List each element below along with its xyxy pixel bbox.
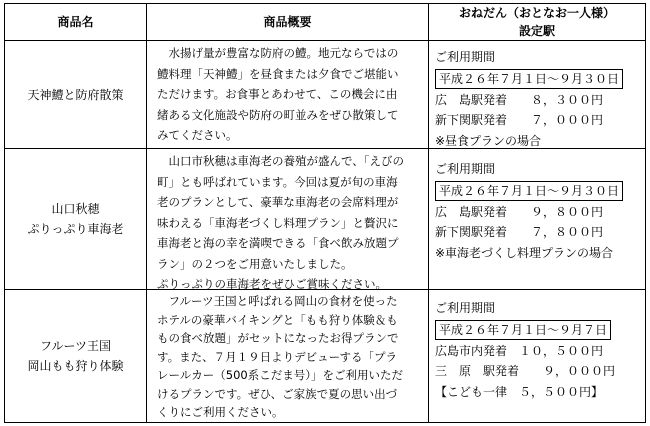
summary-line: ホテルの豪華バイキングと「もも狩り体験＆も <box>157 312 398 327</box>
price-info <box>429 41 645 148</box>
summary-line: ただけます。お食事とあわせて、この機会に由 <box>157 87 398 101</box>
price-line: 新下関駅発着 ７，０００円 <box>435 113 604 127</box>
period-value: 平成２６年７月１日～９月３０日 <box>435 69 623 89</box>
product-name-line: フルーツ王国 <box>39 339 112 353</box>
header-product-name <box>5 4 147 40</box>
summary-line: 山口市秋穂は車海老の養殖が盛んで、「えびの <box>157 154 405 168</box>
table-row <box>5 149 645 290</box>
product-name <box>5 290 147 422</box>
price-line: 三 原 駅発着 ９，０００円 <box>435 364 616 378</box>
product-name <box>5 41 147 148</box>
price-info <box>429 290 645 422</box>
summary-line: 水揚げ量が豊富な防府の鱧。地元ならではの <box>157 46 399 60</box>
header-product-summary <box>147 4 429 40</box>
summary-line: ぷりっぷりの車海老をぜひご賞味ください。 <box>157 277 387 291</box>
summary-line: もの食べ放題」がセットになったお得プランで <box>157 331 399 345</box>
product-name-line: ぷりっぷり車海老 <box>27 222 124 236</box>
summary-line: ラン」の２つをご用意いたしました。 <box>157 256 353 271</box>
header-price <box>429 4 645 40</box>
plan-table <box>4 3 646 423</box>
summary-line: レールカー（500系こだま号）」をご利用いただ <box>157 368 403 382</box>
product-name-line: 天神鱧と防府散策 <box>27 87 124 102</box>
product-summary <box>147 41 429 148</box>
summary-line: みてください。 <box>157 128 238 142</box>
header-col3-line2: 設定駅 <box>518 24 555 38</box>
period-label: ご利用期間 <box>435 50 496 64</box>
summary-line: 車海老と海の幸を満喫できる「食べ飲み放題プ <box>157 236 399 250</box>
header-col1-label: 商品名 <box>57 15 94 29</box>
price-note: ※車海老づくし料理プランの場合 <box>435 245 614 260</box>
period-label: ご利用期間 <box>435 162 496 176</box>
summary-line: す。また、７月１９日よりデビューする「プラ <box>157 349 398 364</box>
summary-line: 老のプランとして、豪華な車海老の会席料理が <box>157 195 399 209</box>
price-line: 広 島駅発着 ８，３００円 <box>435 92 604 107</box>
summary-line: 味わえる「車海老づくし料理プラン」と贅沢に <box>157 215 399 230</box>
summary-line: けるプランです。ぜひ、ご家族で夏の思い出づ <box>157 386 398 401</box>
header-row <box>5 4 645 41</box>
summary-line: 町」とも呼ばれています。今回は夏が旬の車海 <box>157 174 398 189</box>
period-value: 平成２６年７月１日～９月７日 <box>435 320 611 340</box>
price-line: 新下関駅発着 ７，８００円 <box>435 225 604 239</box>
price-note: ※昼食プランの場合 <box>435 133 542 148</box>
product-name-line: 山口秋穂 <box>51 202 100 216</box>
summary-line: 緒ある文化施設や防府の町並みをぜひ散策して <box>157 107 399 122</box>
product-name <box>5 149 147 289</box>
period-label: ご利用期間 <box>435 301 496 315</box>
summary-line: くりにご利用ください。 <box>157 405 284 419</box>
summary-line: 鱧料理「天神鱧」を昼食または夕食でご堪能い <box>157 66 399 81</box>
price-note: 【こども一律 ５，５００円】 <box>435 384 604 399</box>
price-line: 広 島駅発着 ９，８００円 <box>435 204 604 219</box>
table-row <box>5 290 645 422</box>
product-summary <box>147 290 429 422</box>
price-line: 広島市内発着 １０，５００円 <box>435 343 604 358</box>
table-row <box>5 41 645 149</box>
product-name-line: 岡山もも狩り体験 <box>27 359 124 373</box>
product-summary <box>147 149 429 289</box>
header-col3-line1: おねだん（おとなお一人様） <box>458 6 615 20</box>
period-value: 平成２６年７月１日～９月３０日 <box>435 181 623 201</box>
price-info <box>429 149 645 289</box>
header-col2-label: 商品概要 <box>263 15 312 29</box>
summary-line: フルーツ王国と呼ばれる岡山の食材を使った <box>157 294 398 308</box>
